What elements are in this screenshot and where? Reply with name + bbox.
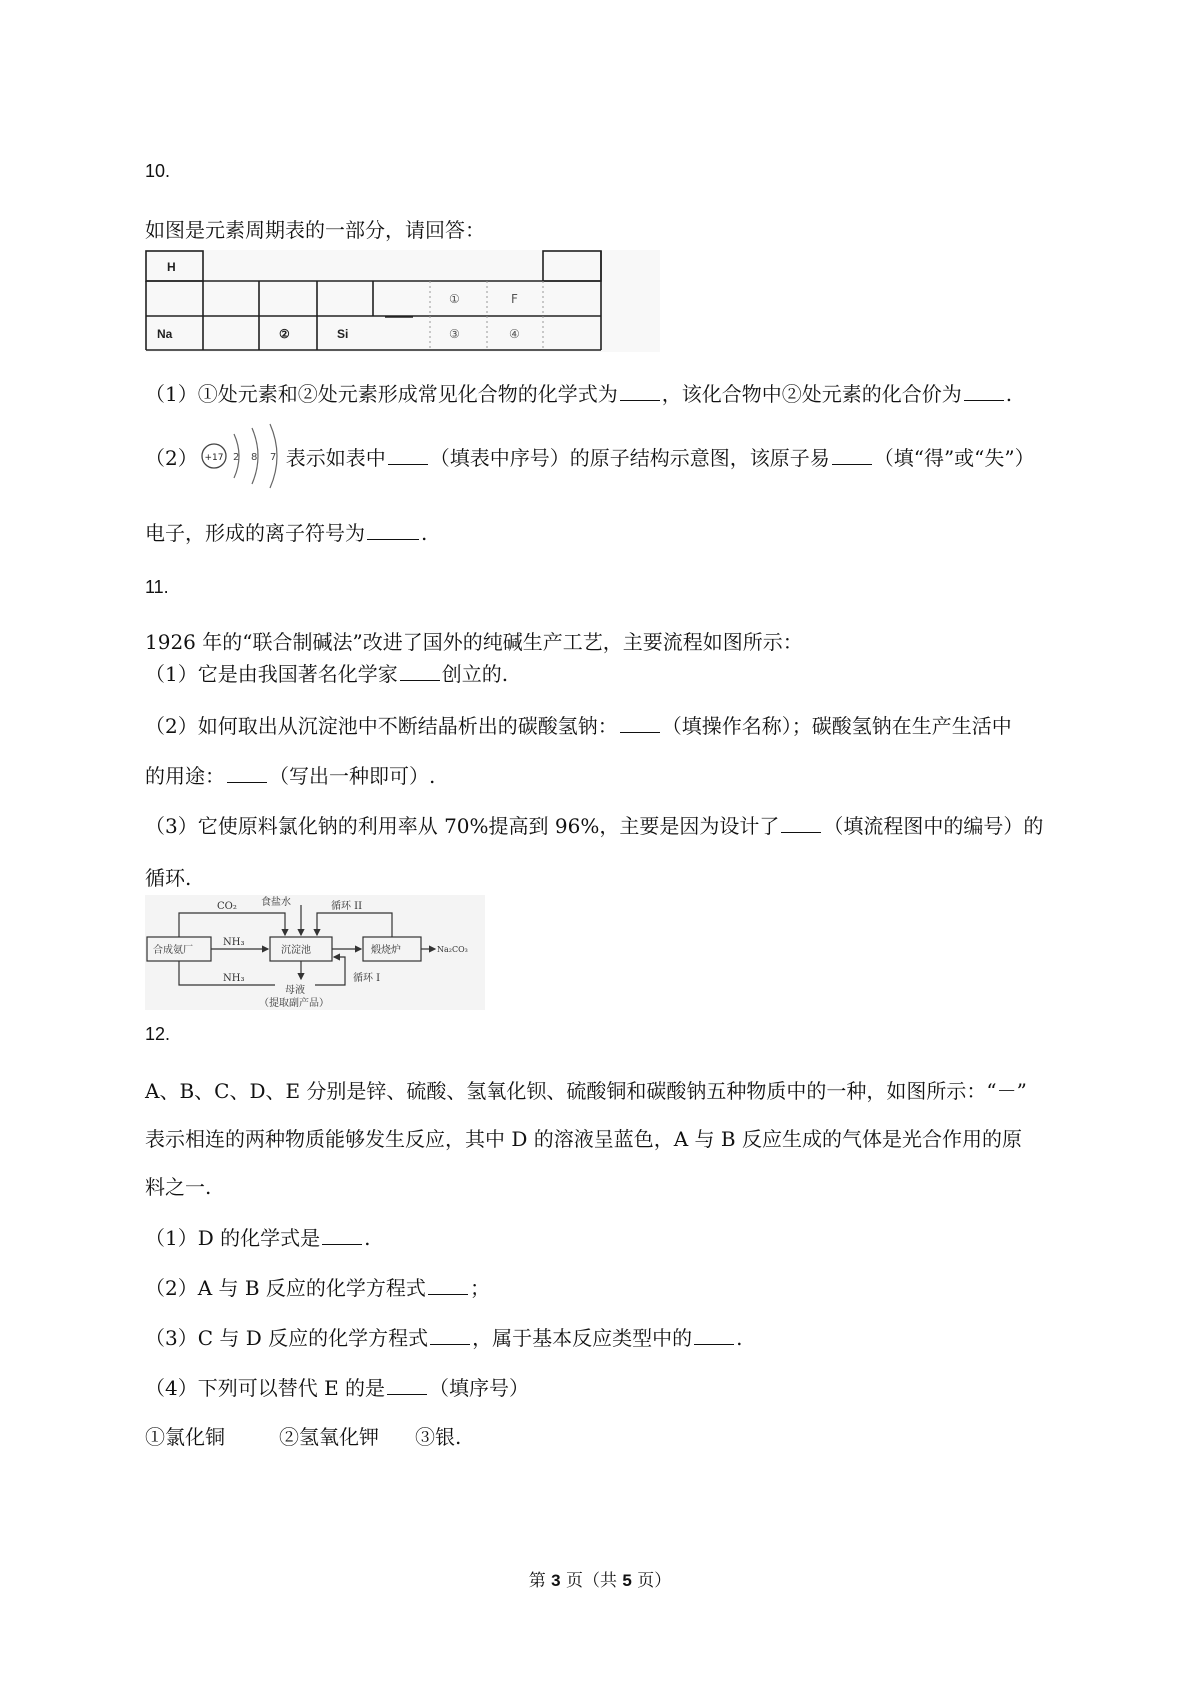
label-cycle-2: 循环 II	[331, 901, 363, 912]
q12-options	[145, 1423, 461, 1451]
page-footer: 第 3 页（共 5 页）	[528, 1571, 672, 1591]
answer-blank[interactable]	[387, 1374, 427, 1395]
cell-h: H	[167, 260, 176, 274]
q11-intro: 1926 年的“联合制碱法”改进了国外的纯碱生产工艺，主要流程如图所示：	[145, 630, 803, 654]
cell-3: ③	[449, 327, 460, 341]
q10-part1: （1）①处元素和②处元素形成常见化合物的化学式为 ，该化合物中②处元素的化合价为 .	[145, 382, 1013, 406]
answer-blank[interactable]	[400, 660, 440, 681]
cell-f: F	[511, 292, 518, 306]
q12-part3: （3）C 与 D 反应的化学方程式 ，属于基本反应类型中的 .	[145, 1326, 743, 1350]
q11-part3: （3）它使原料氯化钠的利用率从 70%提高到 96%，主要是因为设计了 （填流程图中的编号）的	[145, 814, 1044, 838]
label-cycle-1: 循环 I	[353, 973, 381, 984]
shell-1: 2	[233, 452, 240, 463]
shell-2: 8	[251, 452, 258, 463]
cell-si: Si	[337, 327, 349, 341]
label-co2: CO₂	[217, 901, 237, 912]
answer-blank[interactable]	[322, 1224, 362, 1245]
label-mother-liquor: 母液	[285, 985, 305, 996]
answer-blank[interactable]	[367, 519, 419, 540]
cell-1: ①	[449, 292, 460, 306]
question-number-11: 11.	[145, 577, 169, 597]
q11-part2: （2）如何取出从沉淀池中不断结晶析出的碳酸氢钠： （填操作名称）；碳酸氢钠在生产生活中	[145, 714, 1012, 738]
question-number-12: 12.	[145, 1024, 171, 1044]
page-number: 3	[551, 1571, 561, 1590]
answer-blank[interactable]	[964, 380, 1004, 401]
box-settling-tank: 沉淀池	[281, 945, 311, 956]
cell-4: ④	[509, 327, 520, 341]
cell-na: Na	[157, 327, 173, 341]
q12-part1: （1）D 的化学式是 .	[145, 1226, 371, 1250]
periodic-table-figure	[145, 250, 660, 352]
q12-part2: （2）A 与 B 反应的化学方程式 ；	[145, 1276, 490, 1300]
cell-2: ②	[279, 327, 290, 341]
option-1: ①氯化铜	[145, 1425, 225, 1449]
nucleus-charge: +17	[204, 453, 224, 463]
page-total: 5	[622, 1571, 632, 1590]
answer-blank[interactable]	[620, 380, 660, 401]
q10-part2-cont: 电子，形成的离子符号为 .	[145, 521, 428, 545]
q10-part2: （2） 表示如表中 （填表中序号）的原子结构示意图，该原子易 （填“得”或“失”）	[145, 446, 1035, 470]
q11-part3-cont: 循环.	[145, 866, 192, 890]
answer-blank[interactable]	[430, 1324, 470, 1345]
q11-part1: （1）它是由我国著名化学家 创立的.	[145, 662, 509, 686]
answer-blank[interactable]	[227, 762, 267, 783]
label-byproduct: （提取副产品）	[259, 998, 329, 1009]
answer-blank[interactable]	[694, 1324, 734, 1345]
soda-process-flow-diagram	[145, 895, 485, 1010]
q10-intro: 如图是元素周期表的一部分，请回答：	[145, 218, 485, 242]
q11-part2-cont: 的用途： （写出一种即可）.	[145, 764, 436, 788]
q12-intro-3: 料之一.	[145, 1175, 212, 1199]
answer-blank[interactable]	[388, 444, 428, 465]
option-3: ③银.	[415, 1425, 462, 1449]
answer-blank[interactable]	[832, 444, 872, 465]
question-number-10: 10.	[145, 161, 171, 181]
shell-3: 7	[270, 452, 277, 463]
label-nh3-bottom: NH₃	[223, 973, 245, 984]
q12-part4: （4）下列可以替代 E 的是 （填序号）	[145, 1376, 530, 1400]
option-2: ②氢氧化钾	[279, 1425, 379, 1449]
box-ammonia-plant: 合成氨厂	[153, 945, 193, 956]
answer-blank[interactable]	[428, 1274, 468, 1295]
label-brine: 食盐水	[261, 897, 291, 908]
answer-blank[interactable]	[620, 712, 660, 733]
label-nh3-top: NH₃	[223, 937, 245, 948]
box-calciner: 煅烧炉	[371, 945, 401, 956]
q12-intro-2: 表示相连的两种物质能够发生反应，其中 D 的溶液呈蓝色，A 与 B 反应生成的气体是光合作用的原	[145, 1127, 1022, 1151]
q12-intro-1: A、B、C、D、E 分别是锌、硫酸、氢氧化钡、硫酸铜和碳酸钠五种物质中的一种，如图所示：“－”	[145, 1079, 1027, 1103]
label-na2co3: Na₂CO₃	[437, 945, 468, 954]
answer-blank[interactable]	[781, 812, 821, 833]
